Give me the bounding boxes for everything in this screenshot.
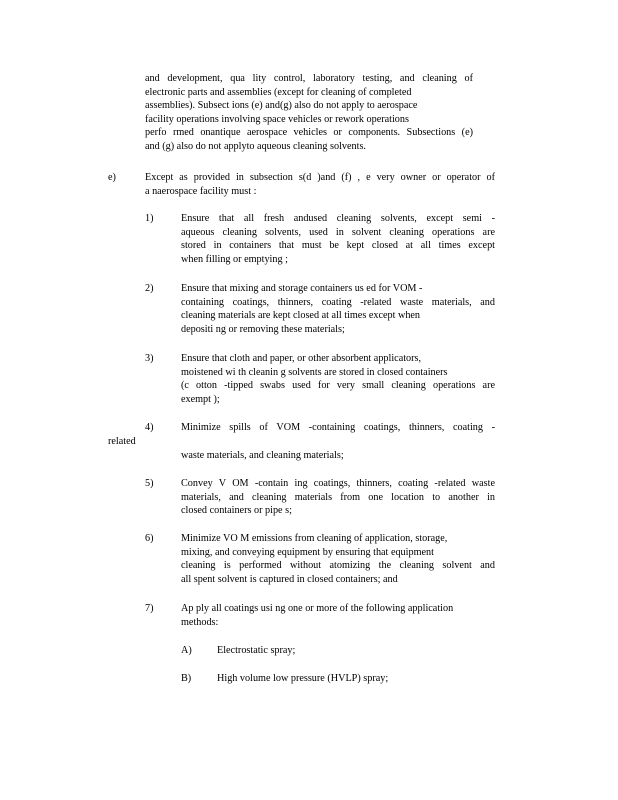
item-7-label: 7) (145, 603, 154, 614)
item-line: aqueous cleaning solvents, used in solvent cleaning operations are (181, 226, 495, 238)
intro-line: and (g) also do not applyto aqueous cleaning solvents. (145, 140, 366, 152)
item-line: Ensure that mixing and storage containers us ed for VOM - (181, 283, 423, 294)
intro-line: assemblies). Subsect ions (e) and(g) also do not apply to aerospace (145, 100, 418, 112)
item-5-text (181, 477, 495, 518)
item-4-wrap-word: related (108, 436, 136, 447)
section-e-paragraph (145, 171, 495, 198)
item-line: when filling or emptying ; (181, 253, 288, 265)
intro-paragraph (145, 72, 473, 154)
item-line: methods: (181, 616, 219, 628)
item-6-label: 6) (145, 533, 154, 544)
item-1-label: 1) (145, 213, 154, 224)
item-3-text (181, 352, 495, 406)
item-line: cleaning is performed without atomizing the cleaning solvent and (181, 560, 495, 572)
item-line: mixing, and conveying equipment by ensuring that equipment (181, 546, 434, 558)
intro-line: facility operations involving space vehicles or rework operations (145, 113, 409, 125)
item-2-text (181, 282, 495, 336)
intro-line: perfo rmed onantique aerospace vehicles or components. Subsections (e) (145, 127, 473, 139)
item-3-label: 3) (145, 353, 154, 364)
item-line: waste materials, and cleaning materials; (181, 450, 344, 461)
item-line: materials, and cleaning materials from one location to another in (181, 491, 495, 503)
item-2-label: 2) (145, 283, 154, 294)
item-4-label: 4) (145, 422, 154, 433)
intro-line: electronic parts and assemblies (except for cleaning of completed (145, 86, 412, 98)
item-4-tail (181, 449, 495, 463)
item-line: cleaning materials are kept closed at all times except when (181, 310, 421, 322)
subitem-b-text: High volume low pressure (HVLP) spray; (217, 673, 389, 684)
item-line: Ensure that cloth and paper, or other absorbent applicators, (181, 353, 422, 364)
section-e-line: Except as provided in subsection s(d )and (f) , e very owner or operator of (145, 172, 495, 183)
subitem-b-label: B) (181, 673, 192, 684)
item-line: Ensure that all fresh andused cleaning solvents, except semi - (181, 213, 495, 224)
item-line: Convey V OM -contain ing coatings, thinners, coating -related waste (181, 478, 495, 489)
item-6-text (181, 532, 495, 586)
item-line: exempt ); (181, 393, 220, 405)
item-line: Ap ply all coatings usi ng one or more of the following application (181, 603, 454, 614)
item-line: moistened wi th cleanin g solvents are stored in closed containers (181, 366, 448, 378)
item-line: Minimize VO M emissions from cleaning of application, storage, (181, 533, 448, 544)
subitem-a-label: A) (181, 645, 192, 656)
item-line: all spent solvent is captured in closed containers; and (181, 573, 398, 585)
subitem-a-text: Electrostatic spray; (217, 645, 296, 656)
item-line: stored in containers that must be kept closed at all times except (181, 240, 495, 252)
item-line: containing coatings, thinners, coating -related waste materials, and (181, 296, 495, 308)
section-e-line: a naerospace facility must : (145, 185, 257, 197)
item-4-text (181, 421, 495, 435)
item-1-text (181, 212, 495, 266)
item-7-text (181, 602, 495, 629)
item-5-label: 5) (145, 478, 154, 489)
item-line: depositi ng or removing these materials; (181, 323, 345, 335)
item-line: closed containers or pipe s; (181, 505, 292, 517)
section-e-label: e) (108, 172, 116, 183)
item-line: (c otton -tipped swabs used for very small cleaning operations are (181, 380, 495, 392)
intro-line: and development, qua lity control, laboratory testing, and cleaning of (145, 73, 473, 84)
item-line: Minimize spills of VOM -containing coatings, thinners, coating - (181, 422, 495, 433)
